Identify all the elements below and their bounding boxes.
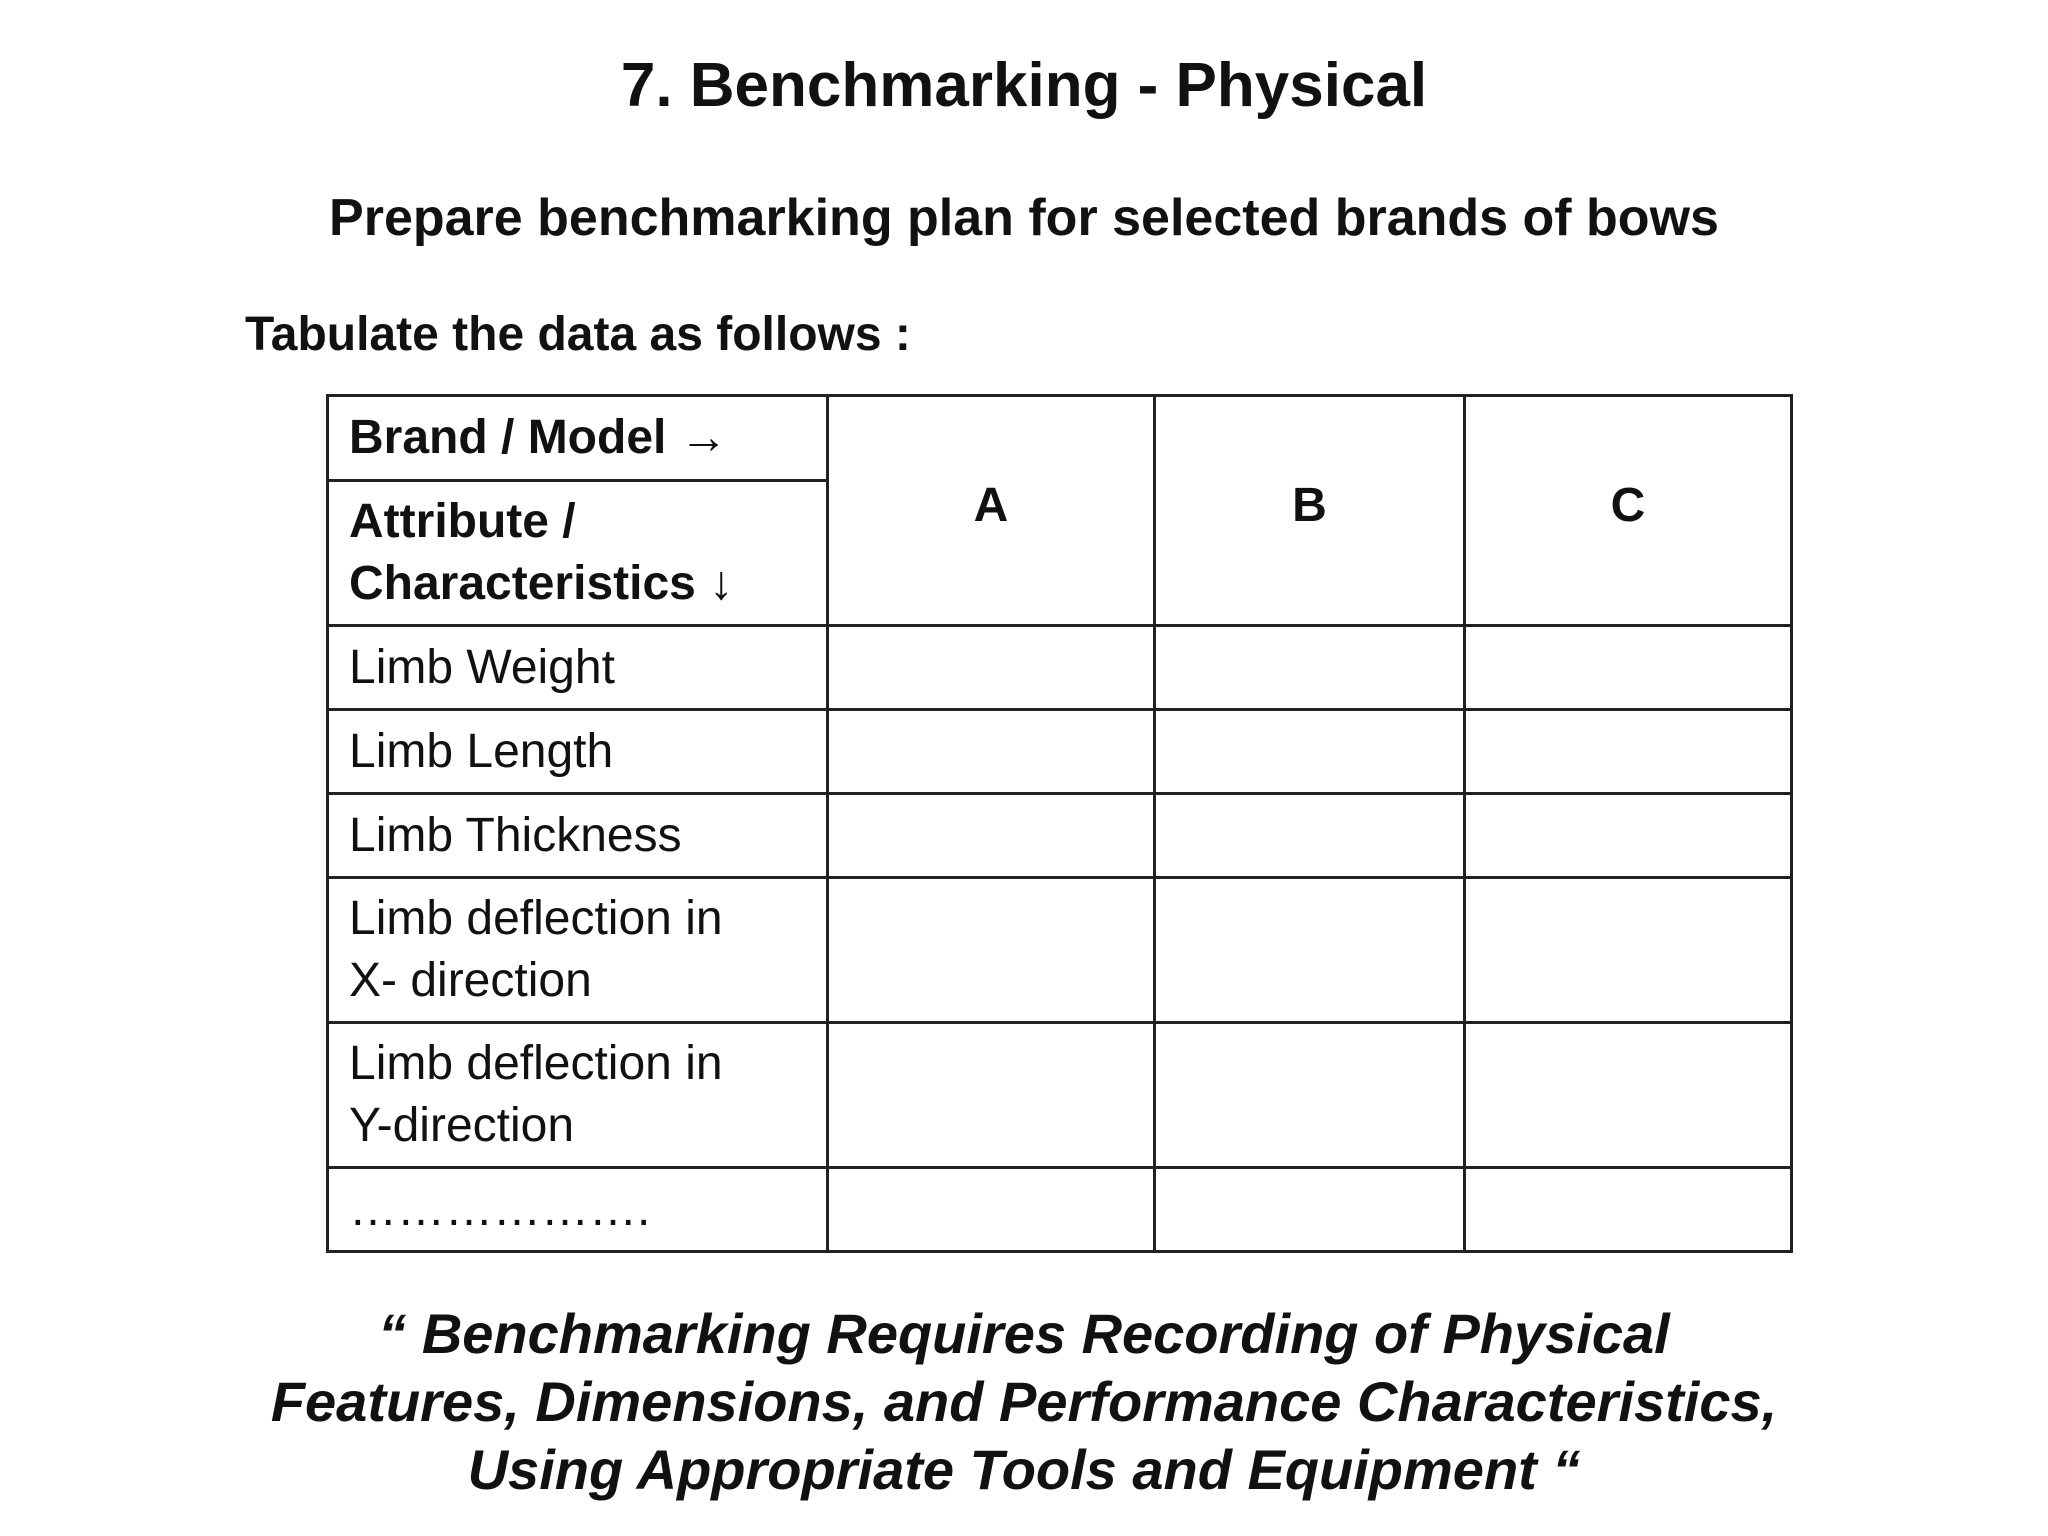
column-header-c: C [1465,396,1792,626]
row-label-line: ………………. [349,1182,651,1236]
table-cell [828,794,1155,878]
column-header-b: B [1155,396,1465,626]
row-label-line: Y-direction [349,1099,575,1152]
row-label [328,1023,828,1168]
table-cell [828,626,1155,710]
row-label-line: Limb Thickness [349,808,682,862]
table-cell [828,1023,1155,1168]
table-cell [1155,878,1465,1023]
row-label-line: X- direction [349,954,592,1007]
column-header-a: A [828,396,1155,626]
table-cell [828,710,1155,794]
table-cell [828,878,1155,1023]
table-cell [1465,626,1792,710]
table-cell [1465,794,1792,878]
benchmarking-quote [0,1300,2048,1504]
row-label [328,878,828,1023]
instruction-text: Tabulate the data as follows : [245,308,911,361]
table-cell [1155,794,1465,878]
table-cell [1465,878,1792,1023]
page-subtitle: Prepare benchmarking plan for selected brands of bows [329,189,1719,247]
table-header-row [328,396,1792,481]
row-label-line: Limb Weight [349,640,615,694]
table-row [328,878,1792,1023]
table-cell [828,1168,1155,1252]
quote-line: “ Benchmarking Requires Recording of Physical [378,1302,1670,1365]
quote-line: Features, Dimensions, and Performance Characteristics, [270,1370,1778,1433]
table-row [328,710,1792,794]
brand-model-header: Brand / Model → [328,396,828,481]
table-cell [1465,1168,1792,1252]
table-cell [1155,1168,1465,1252]
row-label [328,626,828,710]
table-cell [1465,1023,1792,1168]
attribute-header [328,481,828,626]
table-cell [1465,710,1792,794]
table-cell [1155,710,1465,794]
table-row [328,1023,1792,1168]
table-cell [1155,626,1465,710]
row-label [328,710,828,794]
table-row [328,1168,1792,1252]
table-row [328,794,1792,878]
benchmarking-table [326,394,1793,1253]
quote-line: Using Appropriate Tools and Equipment “ [467,1438,1581,1501]
attribute-header-line: Attribute / [349,495,576,548]
row-label-line: Limb deflection in [349,892,723,945]
row-label [328,794,828,878]
attribute-header-line: Characteristics ↓ [349,557,734,610]
table-row [328,626,1792,710]
row-label-line: Limb Length [349,724,614,778]
row-label [328,1168,828,1252]
table-cell [1155,1023,1465,1168]
row-label-line: Limb deflection in [349,1037,723,1090]
page-title: 7. Benchmarking - Physical [620,51,1428,120]
